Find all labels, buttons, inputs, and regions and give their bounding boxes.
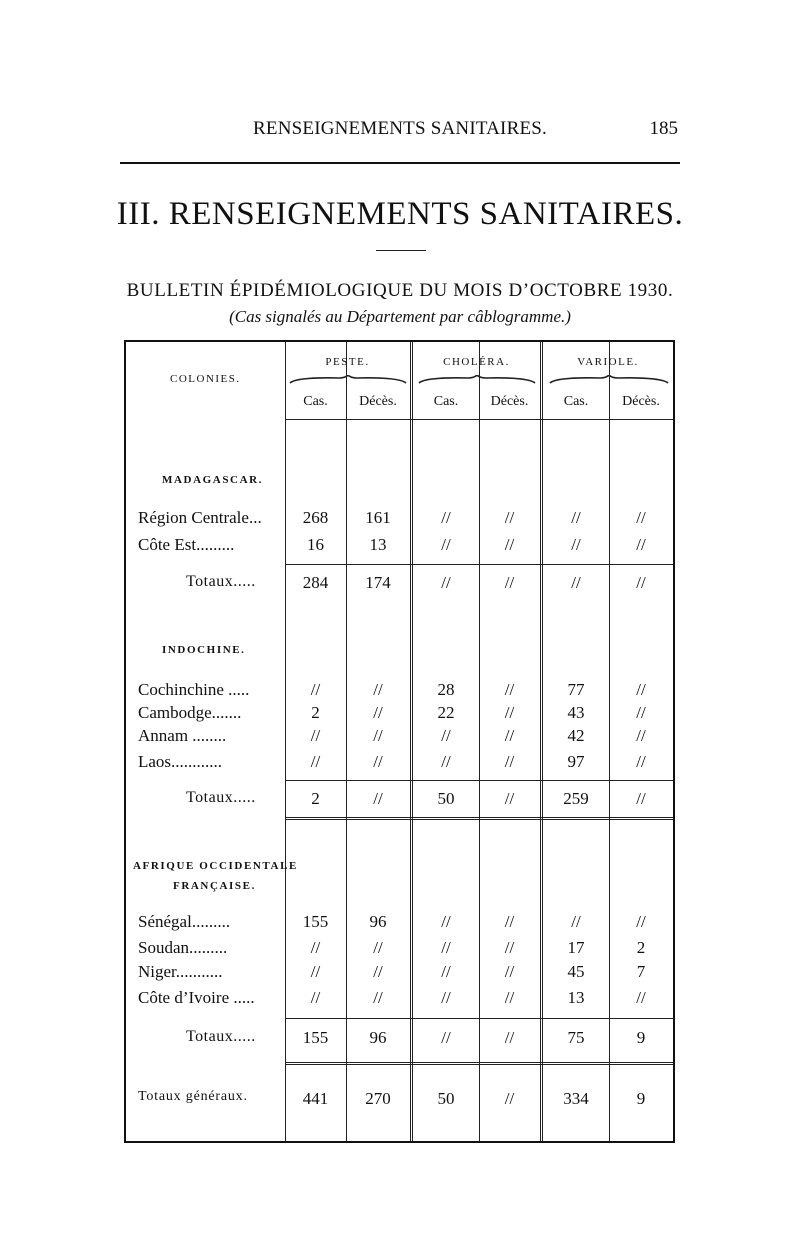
table-row-label: Laos............ [138,752,223,771]
table-row-label: Côte Est......... [138,535,235,554]
table-row-cell: 96 [369,912,387,931]
table-row-cell: // [636,703,646,722]
table-row-cell: // [373,703,383,722]
header-rule-bottom [285,419,673,420]
table-row-cell: 42 [567,726,585,745]
table-row-cell: // [504,962,515,981]
total-row-cell: 96 [369,1028,387,1047]
table-row-cell: // [571,912,581,931]
subheader-cas: Cas. [563,394,589,409]
total-row-cell: 174 [365,573,391,592]
table-row-cell: // [441,988,451,1007]
table-row-cell: // [571,535,581,554]
table-row-cell: 77 [567,680,585,699]
table-row-cell: // [504,912,515,931]
table-row-cell: // [571,508,581,527]
table-row-label: Soudan......... [138,938,228,957]
total-row-cell: 75 [567,1028,585,1047]
total-row-cell: // [571,573,581,592]
table-row-cell: // [636,535,646,554]
grand-total-row-cell: 9 [636,1089,646,1108]
subheader-deces: Décès. [622,394,660,409]
group-brace [418,375,536,385]
table-row-cell: // [504,938,515,957]
table-row-cell: // [504,535,515,554]
total-row-cell: // [636,789,646,808]
total-row-cell: // [504,1028,515,1047]
group-header-cholera: CHOLÉRA. [443,356,510,368]
table-row-cell: // [310,726,321,745]
section-title: III. RENSEIGNEMENTS SANITAIRES. [116,196,684,232]
header-rule [120,162,680,164]
subheader-deces: Décès. [359,394,397,409]
table-row-cell: 17 [567,938,585,957]
table-row-label: Côte d’Ivoire ..... [138,988,255,1007]
total-row-label: Totaux..... [186,573,256,590]
table-row-cell: // [504,726,515,745]
title-divider [376,250,426,251]
grand-total-row-cell: 334 [563,1089,589,1108]
subtotal-rule [285,1018,673,1019]
table-row-cell: // [636,752,646,771]
table-row-label: Niger........... [138,962,223,981]
table-row-cell: 28 [437,680,455,699]
table-row-label: Cambodge....... [138,703,242,722]
total-row-cell: 284 [302,573,329,592]
section-heading-indochine: INDOCHINE. [162,644,246,656]
running-head [120,118,680,144]
table-row-cell: // [373,726,383,745]
table-row-cell: // [636,680,646,699]
total-row-cell: // [441,1028,451,1047]
table-row-cell: 161 [365,508,391,527]
table-row-cell: // [441,962,451,981]
total-row-cell: // [636,573,646,592]
total-row-cell: 2 [311,789,320,808]
subtotal-rule [285,780,673,781]
table-row-cell: // [441,752,451,771]
group-header-variole: VARIOLE. [577,356,639,368]
subheader-deces: Décès. [490,394,529,409]
table-row-cell: // [636,726,646,745]
total-row-cell: // [373,789,383,808]
table-row-cell: // [310,680,321,699]
section-rule [285,1062,673,1065]
grand-total-row-cell: 270 [365,1089,391,1108]
table-row-label: Annam ........ [138,726,227,745]
total-row-label: Totaux..... [186,1028,256,1045]
colonies-header: COLONIES. [170,373,241,385]
group-brace [289,375,407,385]
total-row-cell: 50 [437,789,455,808]
table-row-cell: // [373,938,383,957]
section-rule [285,817,673,820]
total-row-cell: 9 [636,1028,646,1047]
table-row-cell: 2 [636,938,646,957]
table-row-cell: 43 [567,703,585,722]
table-row-cell: // [441,912,451,931]
table-row-cell: // [310,938,321,957]
section-heading-madagascar: MADAGASCAR. [162,474,264,486]
table-row-cell: 7 [636,962,646,981]
table-row-cell: 2 [311,703,320,722]
total-row-cell: // [441,573,451,592]
table-row-cell: // [636,912,646,931]
bulletin-title: BULLETIN ÉPIDÉMIOLOGIQUE DU MOIS D’OCTOBRE 1930. [126,280,674,301]
table-row-cell: // [504,508,515,527]
table-row-cell: // [441,535,451,554]
table-row-cell: 97 [567,752,585,771]
table-row-cell: // [636,508,646,527]
table-row-cell: // [504,680,515,699]
subtotal-rule [285,564,673,565]
table-row-cell: // [504,752,515,771]
section-heading-aof-line2: FRANÇAISE. [173,880,256,892]
table-row-cell: // [310,988,321,1007]
total-row-cell: 155 [302,1028,329,1047]
group-brace [549,375,669,385]
table-row-label: Cochinchine ..... [138,680,250,699]
table-row-cell: // [441,938,451,957]
table-row-cell: // [310,752,321,771]
table-row-cell: // [441,508,451,527]
table-row-cell: // [636,988,646,1007]
total-row-cell: // [504,573,515,592]
table-row-cell: // [504,988,515,1007]
total-row-cell: // [504,789,515,808]
table-row-cell: // [373,680,383,699]
subheader-cas: Cas. [303,394,328,409]
table-row-cell: // [441,726,451,745]
table-row-cell: 155 [302,912,329,931]
group-header-peste: PESTE. [325,356,370,368]
running-title: RENSEIGNEMENTS SANITAIRES. [253,118,547,139]
table-row-cell: 13 [567,988,585,1007]
table-row-cell: // [373,988,383,1007]
table-row-cell: 13 [369,535,387,554]
table-row-cell: 45 [567,962,585,981]
table-row-cell: 268 [302,508,329,527]
total-row-label: Totaux..... [186,789,256,806]
grand-total-row-label: Totaux généraux. [138,1089,248,1104]
table-row-cell: // [373,962,383,981]
table-row-cell: // [373,752,383,771]
grand-total-row-cell: // [504,1089,515,1108]
grand-total-row-cell: 441 [302,1089,329,1108]
section-heading-aof: AFRIQUE OCCIDENTALE [133,860,298,872]
page-number: 185 [649,118,678,139]
subheader-cas: Cas. [433,394,459,409]
table-row-label: Région Centrale... [138,508,262,527]
table-row-cell: // [504,703,515,722]
grand-total-row-cell: 50 [437,1089,455,1108]
table-row-cell: 22 [437,703,455,722]
bulletin-subtitle: (Cas signalés au Département par câblogramme.) [229,307,571,326]
table-row-label: Sénégal......... [138,912,231,931]
total-row-cell: 259 [563,789,589,808]
table-row-cell: 16 [307,535,324,554]
table-row-cell: // [310,962,321,981]
